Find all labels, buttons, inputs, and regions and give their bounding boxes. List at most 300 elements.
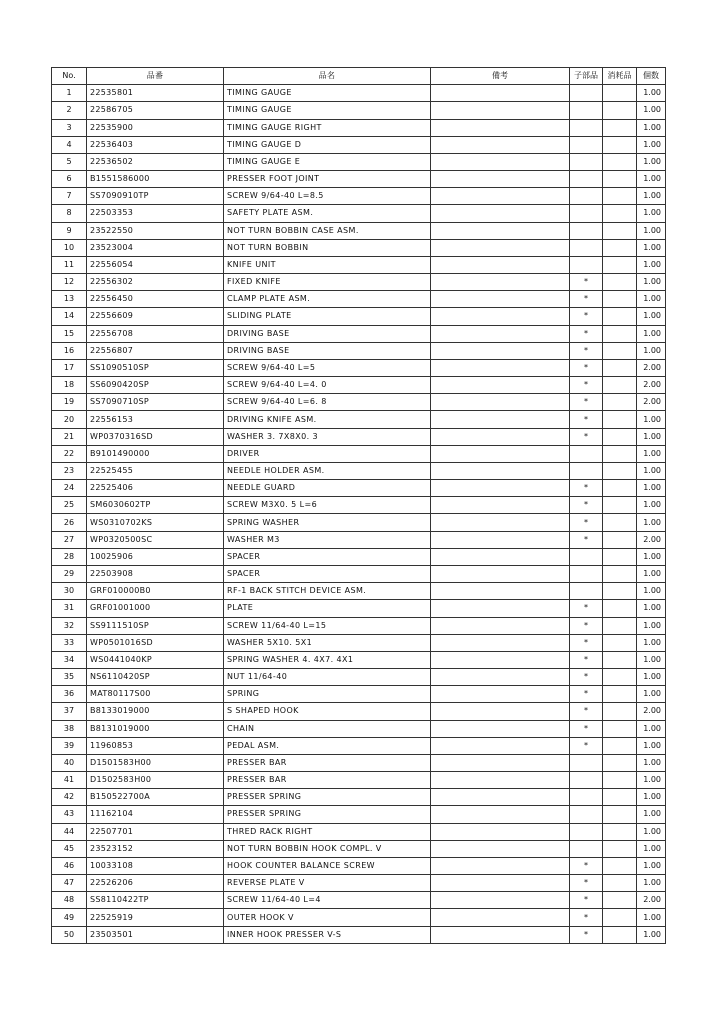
cell-remarks: [431, 514, 570, 531]
cell-part-name: NOT TURN BOBBIN HOOK COMPL. V: [224, 840, 431, 857]
cell-sub-part: *: [570, 514, 603, 531]
table-row: [52, 909, 666, 926]
cell-part-name: PRESSER SPRING: [224, 789, 431, 806]
cell-quantity: 2.00: [637, 531, 666, 548]
table-row: [52, 462, 666, 479]
table-row: [52, 789, 666, 806]
cell-quantity: 2.00: [637, 359, 666, 376]
cell-part-number: 22556302: [87, 274, 224, 291]
table-row: [52, 840, 666, 857]
cell-part-number: WP0370316SD: [87, 428, 224, 445]
cell-part-number: 22525919: [87, 909, 224, 926]
table-row: [52, 428, 666, 445]
table-row: [52, 256, 666, 273]
cell-consumable: [603, 256, 637, 273]
cell-part-number: SS7090910TP: [87, 188, 224, 205]
cell-part-number: SS6090420SP: [87, 377, 224, 394]
cell-part-number: SM6030602TP: [87, 497, 224, 514]
cell-no: 38: [52, 720, 87, 737]
cell-no: 40: [52, 754, 87, 771]
cell-quantity: 1.00: [637, 669, 666, 686]
cell-remarks: [431, 686, 570, 703]
cell-part-number: NS6110420SP: [87, 669, 224, 686]
cell-no: 26: [52, 514, 87, 531]
header-consumable: 消耗品: [603, 68, 637, 85]
cell-consumable: [603, 720, 637, 737]
cell-part-number: GRF010000B0: [87, 583, 224, 600]
table-row: [52, 325, 666, 342]
cell-sub-part: [570, 256, 603, 273]
cell-quantity: 2.00: [637, 892, 666, 909]
cell-part-name: SCREW 9/64-40 L=8.5: [224, 188, 431, 205]
cell-remarks: [431, 617, 570, 634]
cell-consumable: [603, 136, 637, 153]
cell-no: 6: [52, 171, 87, 188]
cell-part-name: HOOK COUNTER BALANCE SCREW: [224, 857, 431, 874]
cell-quantity: 1.00: [637, 565, 666, 582]
cell-remarks: [431, 840, 570, 857]
cell-no: 15: [52, 325, 87, 342]
cell-remarks: [431, 325, 570, 342]
cell-sub-part: [570, 823, 603, 840]
table-row: [52, 377, 666, 394]
cell-consumable: [603, 686, 637, 703]
cell-remarks: [431, 531, 570, 548]
cell-part-number: GRF01001000: [87, 600, 224, 617]
cell-remarks: [431, 823, 570, 840]
cell-part-number: 23503501: [87, 926, 224, 943]
cell-sub-part: *: [570, 651, 603, 668]
cell-sub-part: *: [570, 686, 603, 703]
cell-sub-part: *: [570, 359, 603, 376]
cell-part-number: MAT80117S00: [87, 686, 224, 703]
header-remarks: 備考: [431, 68, 570, 85]
cell-part-name: DRIVING BASE: [224, 342, 431, 359]
cell-quantity: 1.00: [637, 926, 666, 943]
table-body: [52, 85, 666, 944]
cell-remarks: [431, 565, 570, 582]
table-row: [52, 634, 666, 651]
cell-remarks: [431, 480, 570, 497]
cell-sub-part: *: [570, 531, 603, 548]
cell-sub-part: [570, 188, 603, 205]
cell-consumable: [603, 359, 637, 376]
cell-no: 44: [52, 823, 87, 840]
cell-remarks: [431, 359, 570, 376]
cell-remarks: [431, 703, 570, 720]
cell-quantity: 1.00: [637, 256, 666, 273]
cell-quantity: 1.00: [637, 428, 666, 445]
cell-part-number: 22556807: [87, 342, 224, 359]
cell-consumable: [603, 342, 637, 359]
table-row: [52, 291, 666, 308]
table-row: [52, 548, 666, 565]
cell-quantity: 1.00: [637, 772, 666, 789]
cell-sub-part: [570, 806, 603, 823]
cell-part-name: SCREW 9/64-40 L=6. 8: [224, 394, 431, 411]
cell-consumable: [603, 840, 637, 857]
cell-sub-part: *: [570, 737, 603, 754]
cell-remarks: [431, 737, 570, 754]
cell-remarks: [431, 394, 570, 411]
table-row: [52, 600, 666, 617]
cell-consumable: [603, 205, 637, 222]
cell-part-name: OUTER HOOK V: [224, 909, 431, 926]
cell-quantity: 1.00: [637, 806, 666, 823]
table-row: [52, 583, 666, 600]
cell-part-name: TIMING GAUGE: [224, 102, 431, 119]
cell-quantity: 1.00: [637, 102, 666, 119]
cell-part-name: CHAIN: [224, 720, 431, 737]
cell-part-name: TIMING GAUGE E: [224, 153, 431, 170]
cell-remarks: [431, 308, 570, 325]
cell-consumable: [603, 789, 637, 806]
cell-no: 7: [52, 188, 87, 205]
table-row: [52, 274, 666, 291]
cell-consumable: [603, 85, 637, 102]
cell-remarks: [431, 875, 570, 892]
cell-remarks: [431, 274, 570, 291]
cell-remarks: [431, 462, 570, 479]
table-row: [52, 754, 666, 771]
cell-no: 41: [52, 772, 87, 789]
cell-no: 25: [52, 497, 87, 514]
cell-part-name: SCREW 9/64-40 L=5: [224, 359, 431, 376]
cell-no: 23: [52, 462, 87, 479]
cell-sub-part: [570, 222, 603, 239]
cell-sub-part: [570, 171, 603, 188]
cell-part-name: THRED RACK RIGHT: [224, 823, 431, 840]
cell-part-name: SPACER: [224, 548, 431, 565]
cell-no: 16: [52, 342, 87, 359]
cell-part-number: 22507701: [87, 823, 224, 840]
cell-quantity: 1.00: [637, 205, 666, 222]
cell-part-name: SPRING WASHER: [224, 514, 431, 531]
cell-part-name: TIMING GAUGE RIGHT: [224, 119, 431, 136]
cell-sub-part: [570, 205, 603, 222]
cell-part-number: 22525406: [87, 480, 224, 497]
cell-consumable: [603, 462, 637, 479]
cell-quantity: 1.00: [637, 171, 666, 188]
cell-no: 32: [52, 617, 87, 634]
cell-quantity: 1.00: [637, 651, 666, 668]
cell-quantity: 1.00: [637, 411, 666, 428]
cell-sub-part: *: [570, 600, 603, 617]
cell-consumable: [603, 239, 637, 256]
cell-quantity: 1.00: [637, 445, 666, 462]
cell-sub-part: *: [570, 857, 603, 874]
cell-part-name: NOT TURN BOBBIN CASE ASM.: [224, 222, 431, 239]
cell-quantity: 1.00: [637, 789, 666, 806]
cell-part-name: DRIVER: [224, 445, 431, 462]
table-row: [52, 136, 666, 153]
cell-no: 12: [52, 274, 87, 291]
cell-part-number: 22526206: [87, 875, 224, 892]
cell-no: 28: [52, 548, 87, 565]
cell-part-number: 22503353: [87, 205, 224, 222]
cell-sub-part: *: [570, 274, 603, 291]
cell-sub-part: [570, 445, 603, 462]
cell-sub-part: *: [570, 411, 603, 428]
cell-quantity: 1.00: [637, 857, 666, 874]
cell-remarks: [431, 136, 570, 153]
cell-no: 49: [52, 909, 87, 926]
cell-remarks: [431, 153, 570, 170]
cell-part-name: SLIDING PLATE: [224, 308, 431, 325]
cell-sub-part: *: [570, 342, 603, 359]
table-row: [52, 394, 666, 411]
cell-remarks: [431, 669, 570, 686]
table-row: [52, 686, 666, 703]
cell-quantity: 1.00: [637, 875, 666, 892]
cell-consumable: [603, 188, 637, 205]
table-row: [52, 222, 666, 239]
cell-sub-part: [570, 136, 603, 153]
cell-remarks: [431, 754, 570, 771]
cell-quantity: 1.00: [637, 720, 666, 737]
cell-part-number: 22556153: [87, 411, 224, 428]
cell-quantity: 1.00: [637, 754, 666, 771]
cell-sub-part: [570, 789, 603, 806]
cell-remarks: [431, 634, 570, 651]
cell-part-number: 22536403: [87, 136, 224, 153]
cell-part-name: DRIVING KNIFE ASM.: [224, 411, 431, 428]
table-row: [52, 359, 666, 376]
cell-remarks: [431, 119, 570, 136]
table-row: [52, 411, 666, 428]
cell-no: 27: [52, 531, 87, 548]
cell-part-name: SCREW 11/64-40 L=4: [224, 892, 431, 909]
cell-sub-part: *: [570, 669, 603, 686]
cell-consumable: [603, 531, 637, 548]
cell-sub-part: *: [570, 875, 603, 892]
cell-remarks: [431, 926, 570, 943]
cell-remarks: [431, 548, 570, 565]
cell-part-number: D1501583H00: [87, 754, 224, 771]
cell-quantity: 1.00: [637, 634, 666, 651]
cell-sub-part: [570, 239, 603, 256]
cell-quantity: 1.00: [637, 308, 666, 325]
cell-part-number: 23522550: [87, 222, 224, 239]
cell-consumable: [603, 274, 637, 291]
cell-part-name: REVERSE PLATE V: [224, 875, 431, 892]
table-row: [52, 188, 666, 205]
cell-sub-part: [570, 153, 603, 170]
cell-quantity: 1.00: [637, 222, 666, 239]
cell-sub-part: *: [570, 909, 603, 926]
cell-no: 48: [52, 892, 87, 909]
cell-quantity: 1.00: [637, 119, 666, 136]
cell-no: 14: [52, 308, 87, 325]
cell-sub-part: *: [570, 617, 603, 634]
cell-remarks: [431, 720, 570, 737]
cell-part-number: 11162104: [87, 806, 224, 823]
cell-no: 33: [52, 634, 87, 651]
cell-sub-part: *: [570, 377, 603, 394]
cell-part-name: NOT TURN BOBBIN: [224, 239, 431, 256]
cell-quantity: 1.00: [637, 85, 666, 102]
cell-part-number: WP0501016SD: [87, 634, 224, 651]
cell-part-name: SPACER: [224, 565, 431, 582]
cell-part-name: NUT 11/64-40: [224, 669, 431, 686]
cell-consumable: [603, 806, 637, 823]
cell-part-number: 23523152: [87, 840, 224, 857]
cell-remarks: [431, 102, 570, 119]
cell-quantity: 2.00: [637, 394, 666, 411]
cell-no: 21: [52, 428, 87, 445]
cell-consumable: [603, 222, 637, 239]
cell-quantity: 1.00: [637, 514, 666, 531]
cell-remarks: [431, 239, 570, 256]
cell-part-number: 22556708: [87, 325, 224, 342]
cell-sub-part: [570, 462, 603, 479]
cell-no: 18: [52, 377, 87, 394]
cell-remarks: [431, 445, 570, 462]
cell-part-name: SPRING WASHER 4. 4X7. 4X1: [224, 651, 431, 668]
cell-consumable: [603, 308, 637, 325]
table-row: [52, 153, 666, 170]
cell-quantity: 1.00: [637, 823, 666, 840]
table-row: [52, 445, 666, 462]
cell-part-name: TIMING GAUGE D: [224, 136, 431, 153]
cell-quantity: 2.00: [637, 377, 666, 394]
cell-part-name: WASHER M3: [224, 531, 431, 548]
table-row: [52, 720, 666, 737]
cell-quantity: 1.00: [637, 497, 666, 514]
cell-consumable: [603, 565, 637, 582]
cell-consumable: [603, 394, 637, 411]
cell-no: 24: [52, 480, 87, 497]
cell-consumable: [603, 445, 637, 462]
table-row: [52, 239, 666, 256]
cell-no: 50: [52, 926, 87, 943]
cell-consumable: [603, 480, 637, 497]
cell-part-name: SCREW 9/64-40 L=4. 0: [224, 377, 431, 394]
table-row: [52, 875, 666, 892]
header-part-number: 品番: [87, 68, 224, 85]
table-row: [52, 308, 666, 325]
cell-sub-part: [570, 583, 603, 600]
cell-consumable: [603, 651, 637, 668]
cell-part-name: NEEDLE HOLDER ASM.: [224, 462, 431, 479]
cell-part-number: SS8110422TP: [87, 892, 224, 909]
cell-part-number: 11960853: [87, 737, 224, 754]
cell-remarks: [431, 222, 570, 239]
cell-quantity: 1.00: [637, 188, 666, 205]
table-row: [52, 823, 666, 840]
cell-part-number: B8133019000: [87, 703, 224, 720]
cell-consumable: [603, 772, 637, 789]
table-row: [52, 342, 666, 359]
cell-no: 13: [52, 291, 87, 308]
cell-part-number: 22556450: [87, 291, 224, 308]
cell-part-number: WP0320500SC: [87, 531, 224, 548]
cell-no: 42: [52, 789, 87, 806]
cell-part-number: 22535801: [87, 85, 224, 102]
cell-quantity: 1.00: [637, 909, 666, 926]
cell-quantity: 2.00: [637, 703, 666, 720]
cell-no: 39: [52, 737, 87, 754]
cell-consumable: [603, 875, 637, 892]
cell-remarks: [431, 806, 570, 823]
cell-quantity: 1.00: [637, 617, 666, 634]
cell-no: 43: [52, 806, 87, 823]
table-row: [52, 497, 666, 514]
cell-quantity: 1.00: [637, 686, 666, 703]
cell-sub-part: *: [570, 428, 603, 445]
cell-remarks: [431, 772, 570, 789]
table-row: [52, 892, 666, 909]
cell-sub-part: [570, 85, 603, 102]
cell-part-name: SCREW M3X0. 5 L=6: [224, 497, 431, 514]
table-row: [52, 737, 666, 754]
cell-quantity: 1.00: [637, 462, 666, 479]
cell-remarks: [431, 789, 570, 806]
table-row: [52, 531, 666, 548]
cell-sub-part: *: [570, 720, 603, 737]
cell-sub-part: *: [570, 892, 603, 909]
cell-part-name: WASHER 3. 7X8X0. 3: [224, 428, 431, 445]
cell-quantity: 1.00: [637, 325, 666, 342]
cell-consumable: [603, 153, 637, 170]
cell-part-number: B150522700A: [87, 789, 224, 806]
cell-remarks: [431, 188, 570, 205]
cell-part-number: SS1090510SP: [87, 359, 224, 376]
cell-part-number: B1551586000: [87, 171, 224, 188]
cell-no: 34: [52, 651, 87, 668]
cell-remarks: [431, 909, 570, 926]
cell-part-name: INNER HOOK PRESSER V-S: [224, 926, 431, 943]
cell-sub-part: *: [570, 308, 603, 325]
cell-part-number: 23523004: [87, 239, 224, 256]
cell-consumable: [603, 583, 637, 600]
cell-sub-part: [570, 772, 603, 789]
cell-part-name: SPRING: [224, 686, 431, 703]
cell-no: 17: [52, 359, 87, 376]
cell-no: 3: [52, 119, 87, 136]
cell-sub-part: *: [570, 497, 603, 514]
cell-no: 30: [52, 583, 87, 600]
cell-quantity: 1.00: [637, 239, 666, 256]
cell-no: 8: [52, 205, 87, 222]
cell-consumable: [603, 703, 637, 720]
cell-quantity: 1.00: [637, 600, 666, 617]
cell-no: 19: [52, 394, 87, 411]
cell-part-name: PEDAL ASM.: [224, 737, 431, 754]
cell-consumable: [603, 428, 637, 445]
table-row: [52, 480, 666, 497]
table-row: [52, 171, 666, 188]
cell-part-number: SS9111510SP: [87, 617, 224, 634]
cell-consumable: [603, 548, 637, 565]
cell-quantity: 1.00: [637, 153, 666, 170]
cell-consumable: [603, 737, 637, 754]
cell-no: 4: [52, 136, 87, 153]
cell-consumable: [603, 377, 637, 394]
cell-remarks: [431, 377, 570, 394]
cell-consumable: [603, 617, 637, 634]
cell-no: 46: [52, 857, 87, 874]
cell-remarks: [431, 857, 570, 874]
cell-part-name: RF-1 BACK STITCH DEVICE ASM.: [224, 583, 431, 600]
cell-part-name: PRESSER BAR: [224, 772, 431, 789]
cell-part-name: KNIFE UNIT: [224, 256, 431, 273]
cell-consumable: [603, 119, 637, 136]
cell-remarks: [431, 256, 570, 273]
cell-part-name: TIMING GAUGE: [224, 85, 431, 102]
cell-part-name: WASHER 5X10. 5X1: [224, 634, 431, 651]
cell-sub-part: [570, 102, 603, 119]
